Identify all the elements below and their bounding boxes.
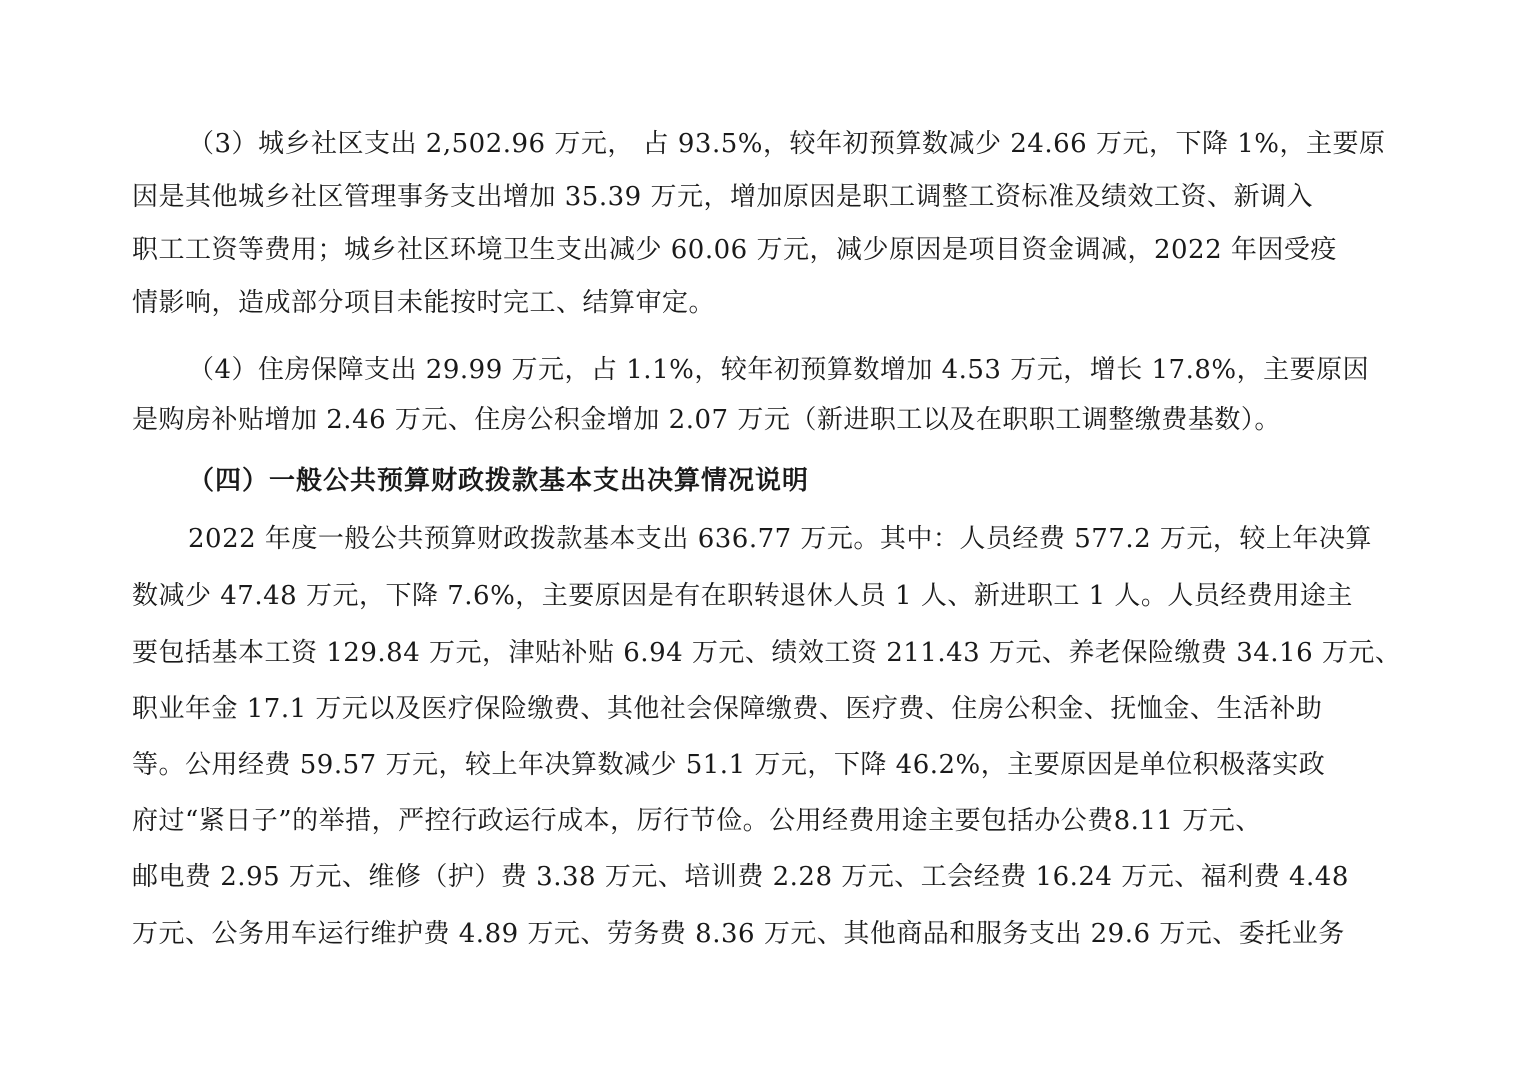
section-heading: （四）一般公共预算财政拨款基本支出决算情况说明 <box>188 466 810 496</box>
para3-line-3: 职工工资等费用；城乡社区环境卫生支出减少 60.06 万元，减少原因是项目资金调减，2022 年因受疫 <box>132 235 1337 265</box>
para5-line-2: 数减少 47.48 万元，下降 7.6%，主要原因是有在职转退休人员 1 人、新进职工 1 人。人员经费用途主 <box>132 581 1353 611</box>
para5-line-5: 等。公用经费 59.57 万元，较上年决算数减少 51.1 万元，下降 46.2%，主要原因是单位积极落实政 <box>132 750 1326 780</box>
para4-line-2: 是购房补贴增加 2.46 万元、住房公积金增加 2.07 万元（新进职工以及在职职工调整缴费基数）。 <box>132 405 1281 435</box>
para3-line-2: 因是其他城乡社区管理事务支出增加 35.39 万元，增加原因是职工调整工资标准及绩效工资、新调入 <box>132 182 1313 212</box>
para3-line-4: 情影响，造成部分项目未能按时完工、结算审定。 <box>132 288 716 318</box>
para4-line-1: （4）住房保障支出 29.99 万元，占 1.1%，较年初预算数增加 4.53 万元，增长 17.8%，主要原因 <box>188 355 1370 385</box>
para5-line-7: 邮电费 2.95 万元、维修（护）费 3.38 万元、培训费 2.28 万元、工会经费 16.24 万元、福利费 4.48 <box>132 862 1349 892</box>
para5-line-1: 2022 年度一般公共预算财政拨款基本支出 636.77 万元。其中：人员经费 577.2 万元，较上年决算 <box>188 524 1372 554</box>
para3-line-1: （3）城乡社区支出 2,502.96 万元， 占 93.5%，较年初预算数减少 24.66 万元，下降 1%，主要原 <box>188 129 1386 159</box>
para5-line-3: 要包括基本工资 129.84 万元，津贴补贴 6.94 万元、绩效工资 211.43 万元、养老保险缴费 34.16 万元、 <box>132 638 1402 668</box>
para5-line-6: 府过“紧日子”的举措，严控行政运行成本，厉行节俭。公用经费用途主要包括办公费8.11 万元、 <box>132 806 1262 836</box>
para5-line-4: 职业年金 17.1 万元以及医疗保险缴费、其他社会保障缴费、医疗费、住房公积金、抚恤金、生活补助 <box>132 694 1323 724</box>
para5-line-8: 万元、公务用车运行维护费 4.89 万元、劳务费 8.36 万元、其他商品和服务支出 29.6 万元、委托业务 <box>132 919 1345 949</box>
